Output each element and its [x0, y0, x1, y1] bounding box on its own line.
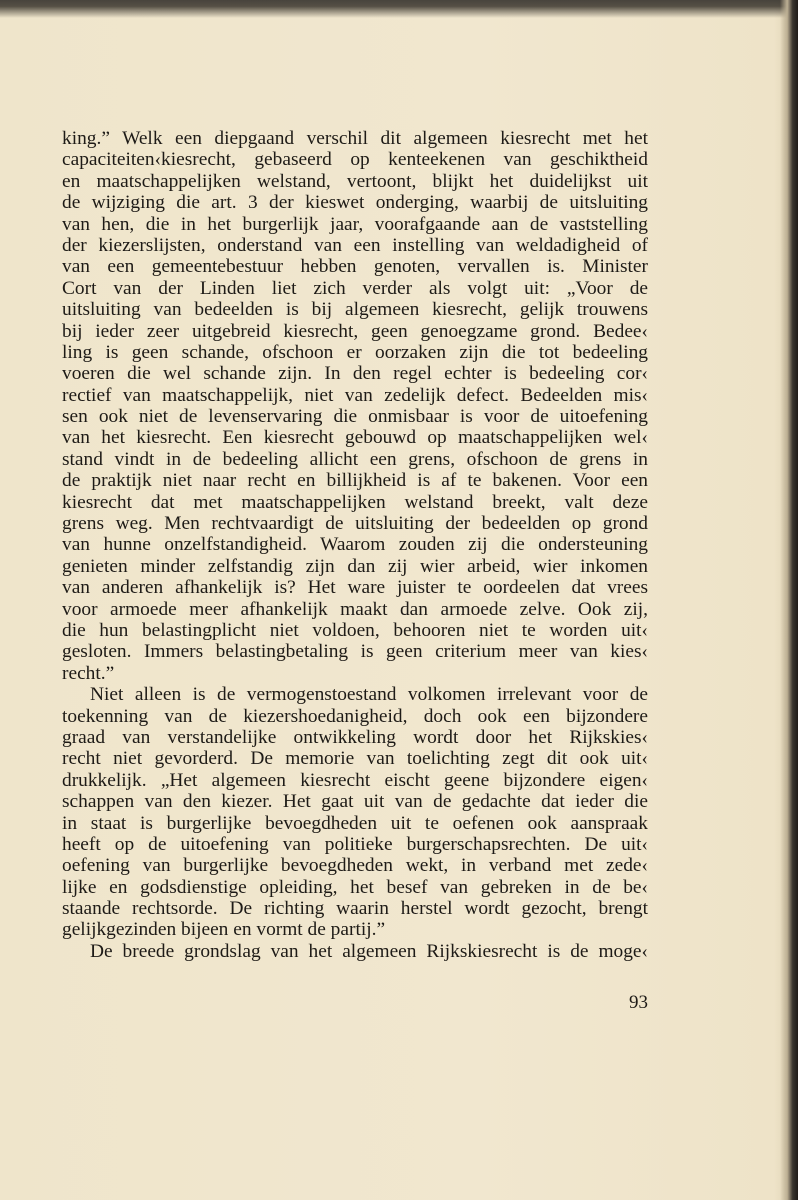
- text-line: in staat is burgerlijke bevoegdheden uit te oefenen ook aanspraak: [62, 812, 648, 834]
- text-line: Niet alleen is de vermogenstoestand volkomen irrelevant voor de: [90, 684, 648, 706]
- text-line: schappen van den kiezer. Het gaat uit van de gedachte dat ieder die: [62, 791, 648, 813]
- text-line: bij ieder zeer uitgebreid kiesrecht, geen genoegzame grond. Bedee‹: [62, 320, 648, 342]
- text-line: de praktijk niet naar recht en billijkheid is af te bakenen. Voor een: [62, 470, 648, 492]
- text-line: oefening van burgerlijke bevoegdheden wekt, in verband met zede‹: [62, 855, 648, 877]
- text-line: capaciteiten‹kiesrecht, gebaseerd op kenteekenen van geschiktheid: [62, 149, 648, 171]
- text-line: ling is geen schande, ofschoon er oorzaken zijn die tot bedeeling: [62, 341, 648, 363]
- text-line: genieten minder zelfstandig zijn dan zij wier arbeid, wier inkomen: [62, 555, 648, 577]
- text-line: van hen, die in het burgerlijk jaar, voorafgaande aan de vaststelling: [62, 213, 648, 235]
- text-line: rectief van maatschappelijk, niet van zedelijk defect. Bedeelden mis‹: [62, 384, 648, 406]
- text-line: gesloten. Immers belastingbetaling is geen criterium meer van kies‹: [62, 641, 648, 663]
- text-line: De breede grondslag van het algemeen Rijkskiesrecht is de moge‹: [90, 940, 648, 962]
- text-line: recht.”: [62, 662, 115, 684]
- text-line: heeft op de uitoefening van politieke burgerschapsrechten. De uit‹: [62, 833, 648, 855]
- text-line: van het kiesrecht. Een kiesrecht gebouwd op maatschappelijken wel‹: [62, 427, 648, 449]
- scan-top-edge: [0, 0, 798, 18]
- page-number: 93: [629, 992, 648, 1013]
- text-line: recht niet gevorderd. De memorie van toelichting zegt dit ook uit‹: [62, 748, 648, 770]
- text-line: drukkelijk. „Het algemeen kiesrecht eischt geene bijzondere eigen‹: [62, 769, 648, 791]
- text-line: der kiezerslijsten, onderstand van een instelling van weldadigheid of: [62, 234, 648, 256]
- scan-right-edge: [780, 0, 798, 1200]
- text-line: staande rechtsorde. De richting waarin herstel wordt gezocht, brengt: [62, 898, 648, 920]
- text-line: toekenning van de kiezershoedanigheid, doch ook een bijzondere: [62, 705, 648, 727]
- text-line: van een gemeentebestuur hebben genoten, vervallen is. Minister: [62, 256, 648, 278]
- text-line: stand vindt in de bedeeling allicht een grens, ofschoon de grens in: [62, 448, 648, 470]
- text-line: uitsluiting van bedeelden is bij algemeen kiesrecht, gelijk trouwens: [62, 299, 648, 321]
- text-line: graad van verstandelijke ontwikkeling wordt door het Rijkskies‹: [62, 726, 648, 748]
- text-line: sen ook niet de levenservaring die onmisbaar is voor de uitoefening: [62, 406, 648, 428]
- text-line: van hunne onzelfstandigheid. Waarom zouden zij die ondersteuning: [62, 534, 648, 556]
- text-line: grens weg. Men rechtvaardigt de uitsluiting der bedeelden op grond: [62, 513, 648, 535]
- text-line: die hun belastingplicht niet voldoen, behooren niet te worden uit‹: [62, 619, 648, 641]
- text-line: lijke en godsdienstige opleiding, het besef van gebreken in de be‹: [62, 876, 648, 898]
- text-line: Cort van der Linden liet zich verder als volgt uit: „Voor de: [62, 277, 648, 299]
- text-line: van anderen afhankelijk is? Het ware juister te oordeelen dat vrees: [62, 577, 648, 599]
- text-line: voor armoede meer afhankelijk maakt dan armoede zelve. Ook zij,: [62, 598, 648, 620]
- text-line: voeren die wel schande zijn. In den regel echter is bedeeling cor‹: [62, 363, 648, 385]
- body-text: [62, 128, 648, 962]
- text-line: de wijziging die art. 3 der kieswet onderging, waarbij de uitsluiting: [62, 192, 648, 214]
- text-line: gelijkgezinden bijeen en vormt de partij.”: [62, 919, 386, 941]
- text-line: king.” Welk een diepgaand verschil dit algemeen kiesrecht met het: [62, 128, 648, 149]
- text-line: en maatschappelijken welstand, vertoont, blijkt het duidelijkst uit: [62, 170, 648, 192]
- text-line: kiesrecht dat met maatschappelijken welstand breekt, valt deze: [62, 491, 648, 513]
